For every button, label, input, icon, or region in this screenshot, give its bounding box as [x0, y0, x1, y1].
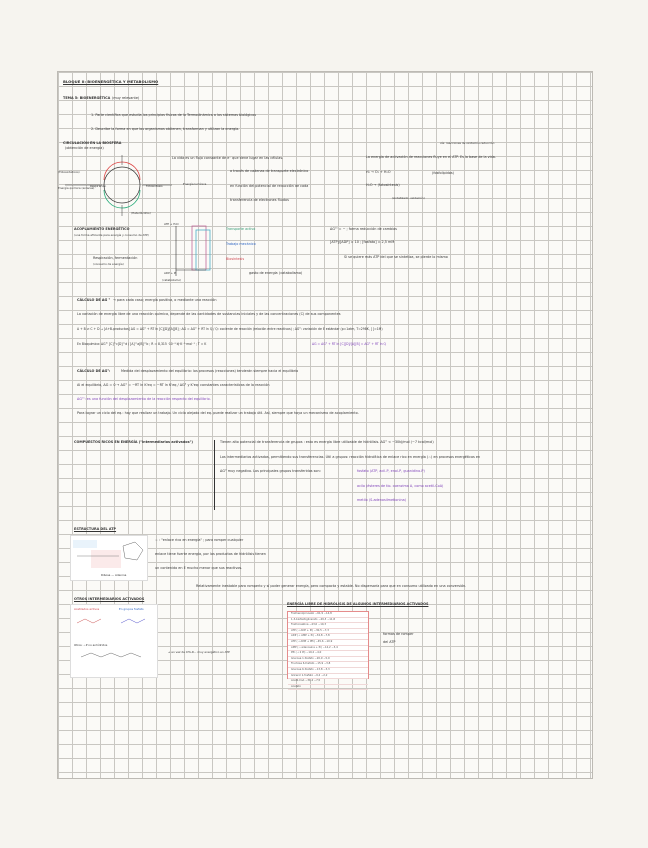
- table-row: 1,3-bisfosfoglicerato −49,3 −11,8: [288, 618, 368, 624]
- table-row: ATP (→ ADP + Pi) −30,5 −7,3: [288, 629, 368, 635]
- dg-line-5: ΔG = ΔG° + RT ln [C][D]/[A][B] = ΔG° + RT ln Q: [312, 342, 386, 346]
- coupling-title: COMPUESTOS RICOS EN ENERGÍA ("intermediarios activados"): [74, 440, 193, 444]
- table-side-note-1: formas de romper: [383, 632, 414, 636]
- atp-col-3: Biosíntesis: [226, 257, 245, 261]
- redox-note: vía: reacciones de oxidación-reducción: [440, 141, 495, 145]
- formula-2: H₂O → (fotosíntesis): [366, 183, 400, 187]
- coupling-line-1: Tienen alto potencial de transferencia de grupos : esto es energía libre utilizable de hidrólisis. ΔG° < −30kJ/mol (−7 kcal/mol): [220, 440, 434, 444]
- biosphere-title: CIRCULACIÓN EN LA BIOSFERA: [63, 141, 122, 145]
- topic-note: (muy relevante): [112, 96, 140, 100]
- biosphere-note-4: transferencia de electrones fluidos: [230, 198, 289, 202]
- table-row: Glucosa 6-fosfato −13,8 −3,3: [288, 668, 368, 674]
- atp-label-down: ADP + Pᵢ: [164, 271, 177, 275]
- table-row: Fosfocreatina −43,0 −10,3: [288, 623, 368, 629]
- atp-label-up: ATP + H₂O: [164, 222, 179, 226]
- dg-line-4: En Bioquímica: ΔG°' [C]^c[D]^d / [A]^a[B]^b ; R = 8,315 ·10⁻³ kJ·K⁻¹·mol⁻¹ ; T = K: [77, 342, 207, 346]
- table-title: ENERGÍA LIBRE DE HIDRÓLISIS DE ALGUNOS INTERMEDIARIOS ACTIVADOS: [287, 602, 429, 606]
- biosphere-note-1: La vida es un flujo constante de e⁻ que tiene lugar en las células.: [172, 156, 284, 160]
- biosphere-right-label: Fotosíntesis: [146, 184, 163, 188]
- atp-coupling-title: ACOPLAMIENTO ENERGÉTICO: [74, 227, 130, 231]
- eq-title: CÁLCULO DE ΔG°:: [77, 369, 111, 373]
- others-note: → en vez de CH₃-R... muy energético en ATP: [168, 650, 230, 654]
- structure-line-4: Relativamente inestable para romperlo y sí poder generar energía, pero compacta y estable. No dispersaría para que en consumo utilizado en una conversión.: [196, 584, 467, 588]
- structure-line-3: un contenido en E mucho menor que sus reactivos.: [155, 566, 243, 570]
- topic-title: TEMA 5: BIOENERGÉTICA: [63, 96, 111, 100]
- coupling-group-1: fosfato (ATP, acil-P, enol-P, guanidino-P): [357, 469, 425, 473]
- atp-col-2: Trabajo mecánico: [226, 242, 256, 246]
- dg-line-1: → para cada caso; energía positiva, o mediante una reacción: [113, 298, 217, 302]
- biosphere-left-label: (Fotosintéticos): [58, 170, 80, 174]
- dg-line-3: A + B ⇌ C + D → [A+B-productos] ΔG = ΔG° + RT ln [C][D]/[A][B] ; ΔG = ΔG° + RT ln Q / Q: cociente de reacción (relación entre reactivos) ; ΔG°: variación de E estándar (p=1atm, T=298K, [ ]=1M): [77, 327, 383, 331]
- bullet-2: 2. Describe la forma en que los organismos obtienen, transforman y utilizan la energía.: [91, 127, 240, 131]
- intermediaries-image: [70, 604, 158, 678]
- coupling-bracket: [214, 440, 215, 510]
- eq-line-3: ΔG°': es una función del desplazamiento de la reacción respecto del equilibrio.: [77, 397, 211, 401]
- eq-line-4: Para lograr un ciclo del eq.: hay que realizar un trabajo. Un ciclo alejado del eq. puede realizar un trabajo útil. Así, siempre que haya un mecanismo de acoplamiento.: [77, 411, 359, 415]
- atp-note-2: (consumo de energía): [93, 262, 124, 266]
- coupling-group-2: acilo (ésteres de tio. coenzima A, como acetil-CoA): [357, 484, 444, 488]
- table-row: Fosfoenolpiruvato −61,9 −14,8: [288, 612, 368, 618]
- atp-right-note-3: Si se quiere más ATP del que se sintetiza, se pierde lo mismo: [344, 255, 448, 259]
- table-row: ATP (→ AMP + PPi) −45,6 −10,9: [288, 640, 368, 646]
- table-row: Acetato: [288, 685, 368, 691]
- table-row: Glicerol 1-fosfato −9,2 −2,2: [288, 674, 368, 680]
- table-row: Glucosa 1-fosfato −20,9 −5,0: [288, 657, 368, 663]
- formula-1: H₂ → O₂ + H₂O: [366, 170, 391, 174]
- dg-line-2: La variación de energía libre de una reacción química, depende de las cantidades de sustancias iniciales y de las concentraciones (C) de sus componentes: [77, 312, 341, 316]
- formula-4: (sintetizado, oxidación): [392, 196, 425, 200]
- structure-line-1: ∼ : "enlace rico en energía" ; para romper cualquier: [155, 538, 244, 542]
- intermediaries-label-2: En grupos fosfato: [119, 607, 144, 611]
- table-row: ADP (→ AMP + Pi) −32,8 −7,8: [288, 634, 368, 640]
- atp-right-note-1: ΔG°' = − ; forma reducción de cambios: [330, 227, 397, 231]
- intermediaries-label-3: Otros: ∼P no anhídridos: [74, 643, 108, 647]
- atp-right-note-4: (catabolismo): [279, 271, 303, 275]
- atp-col-4: gasto de energía: [249, 271, 278, 275]
- dg-title: CÁLCULO DE ΔG °: [77, 298, 111, 302]
- formula-3: (fosfolipidos): [432, 171, 454, 175]
- biosphere-left-label-2: Energía química (enlaces): [58, 186, 95, 190]
- atp-diagram-caption: Ribosa — Adenina: [101, 573, 127, 577]
- table-row: Acetil-CoA −31,4 −7,5: [288, 679, 368, 685]
- energy-note: La energía de activación de reacciones fluye en el ATP. Es la base de la vida.: [366, 155, 496, 159]
- hydrolysis-table: [287, 611, 369, 688]
- table-side-note-2: del ATP: [383, 640, 396, 644]
- biosphere-note-2: a través de cadenas de transporte electrónico: [230, 169, 309, 173]
- coupling-line-2: Los intermediarios activados, permitiendo sus transferencias. Útil a grupos: reacción hidrolítica de enlace rico en energía (∼) en procesos energéticos en: [220, 455, 481, 459]
- atp-right-note-2: [ATP]/[ADP] ≈ 10 ; [fosfato] ≈ 2,5 mM: [330, 240, 395, 244]
- block-title: BLOQUE II: BIOENERGÉTICA Y METABOLISMO: [63, 79, 159, 84]
- biosphere-center-label: Respiración: [90, 184, 107, 188]
- eq-line-2: Al el equilibrio, ΔG = 0 → ΔG° = −RT ln K'eq = −RT ln K'eq / ΔG° y K'eq: constantes características de la reacción: [77, 383, 270, 387]
- atp-coupling-subtitle: (una forma eficiente para energía y consumo de ATP): [74, 233, 149, 237]
- biosphere-right-label-2: Energía lumínica: [183, 182, 207, 186]
- atp-col-1: Transporte activo: [226, 227, 256, 231]
- bullet-1: 1. Parte científica que estudia los principios físicos de la Termodinámica a los sistemas biológicos: [91, 113, 257, 117]
- coupling-group-3: metilo (S-adenosilmetionina): [357, 498, 407, 502]
- biosphere-note-3: en función del potencial de reducción de cada: [230, 184, 309, 188]
- coupling-line-3: ΔG° muy negativo. Los principales grupos transferidos son:: [220, 469, 321, 473]
- atp-structure-image: [70, 535, 148, 581]
- biosphere-bottom-label: (Heterótrofos): [131, 211, 151, 215]
- table-row: PPi (→ 2 Pi) −19,2 −4,0: [288, 651, 368, 657]
- atp-label-left: (catabolismo): [162, 278, 182, 282]
- structure-line-2: enlace tiene fuerte energía, por los productos de hidrólisis tienen: [155, 552, 266, 556]
- table-row: AMP (→ adenosina + Pi) −14,2 −3,4: [288, 646, 368, 652]
- structure-title: ESTRUCTURA DEL ATP: [74, 527, 117, 531]
- atp-note-1: Respiración, fermentación: [93, 256, 138, 260]
- biosphere-subtitle: (obtención de energía): [65, 146, 104, 150]
- intermediaries-label-1: Acetilados activos: [74, 607, 100, 611]
- eq-line-1: Medida del desplazamiento del equilibrio: los procesos (reacciones) tenderán siempre hacia el equilibrio: [121, 369, 299, 373]
- others-title: OTROS INTERMEDIARIOS ACTIVADOS: [74, 597, 145, 601]
- table-row: Fructosa 6-fosfato −15,9 −3,8: [288, 662, 368, 668]
